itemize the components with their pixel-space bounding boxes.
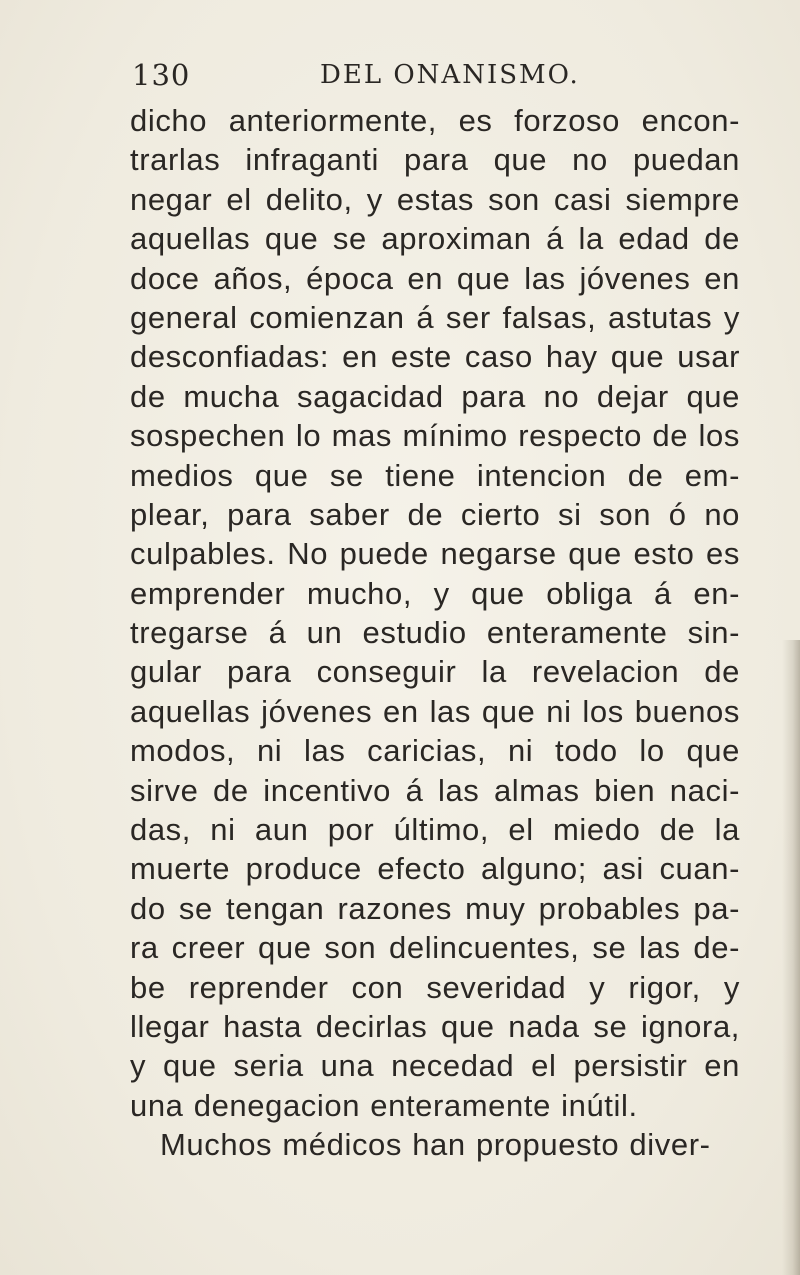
text-line: das, ni aun por último, el miedo de la [130, 812, 740, 848]
page-edge-shadow [782, 640, 800, 1275]
text-line: sirve de incentivo á las almas bien naci- [130, 772, 740, 808]
text-line: sospechen lo mas mínimo respecto de los [130, 418, 740, 454]
text-line: llegar hasta decirlas que nada se ignora, [130, 1008, 740, 1044]
body-text [130, 101, 740, 1165]
text-line: aquellas jóvenes en las que ni los buenos [130, 693, 740, 729]
text-line: plear, para saber de cierto si son ó no [130, 496, 740, 532]
text-line: do se tengan razones muy probables pa- [130, 890, 740, 926]
running-title: DEL ONANISMO. [320, 60, 580, 90]
text-line: modos, ni las caricias, ni todo lo que [130, 733, 740, 769]
text-line: de mucha sagacidad para no dejar que [130, 378, 740, 414]
text-line: negar el delito, y estas son casi siempre [130, 181, 740, 217]
text-line: general comienzan á ser falsas, astutas y [130, 299, 740, 335]
text-line: y que seria una necedad el persistir en [130, 1048, 740, 1084]
text-line: ra creer que son delincuentes, se las de- [130, 930, 740, 966]
text-line: culpables. No puede negarse que esto es [130, 536, 740, 572]
page-number: 130 [132, 58, 191, 92]
text-line: gular para conseguir la revelacion de [130, 654, 740, 690]
text-line: medios que se tiene intencion de em- [130, 457, 740, 493]
text-line: be reprender con severidad y rigor, y [130, 969, 740, 1005]
page-header [124, 58, 744, 98]
text-line: doce años, época en que las jóvenes en [130, 260, 740, 296]
text-line: dicho anteriormente, es forzoso encon- [130, 103, 740, 138]
text-line: tregarse á un estudio enteramente sin- [130, 615, 740, 651]
text-line: desconfiadas: en este caso hay que usar [130, 339, 740, 375]
text-line: emprender mucho, y que obliga á en- [130, 575, 740, 611]
text-line: muerte produce efecto alguno; asi cuan- [130, 851, 740, 887]
text-line: trarlas infraganti para que no puedan [130, 142, 740, 178]
paragraph-start-line: Muchos médicos han propuesto diver- [160, 1127, 711, 1163]
text-line: aquellas que se aproximan á la edad de [130, 221, 740, 257]
paragraph-end-line: una denegacion enteramente inútil. [130, 1087, 638, 1123]
